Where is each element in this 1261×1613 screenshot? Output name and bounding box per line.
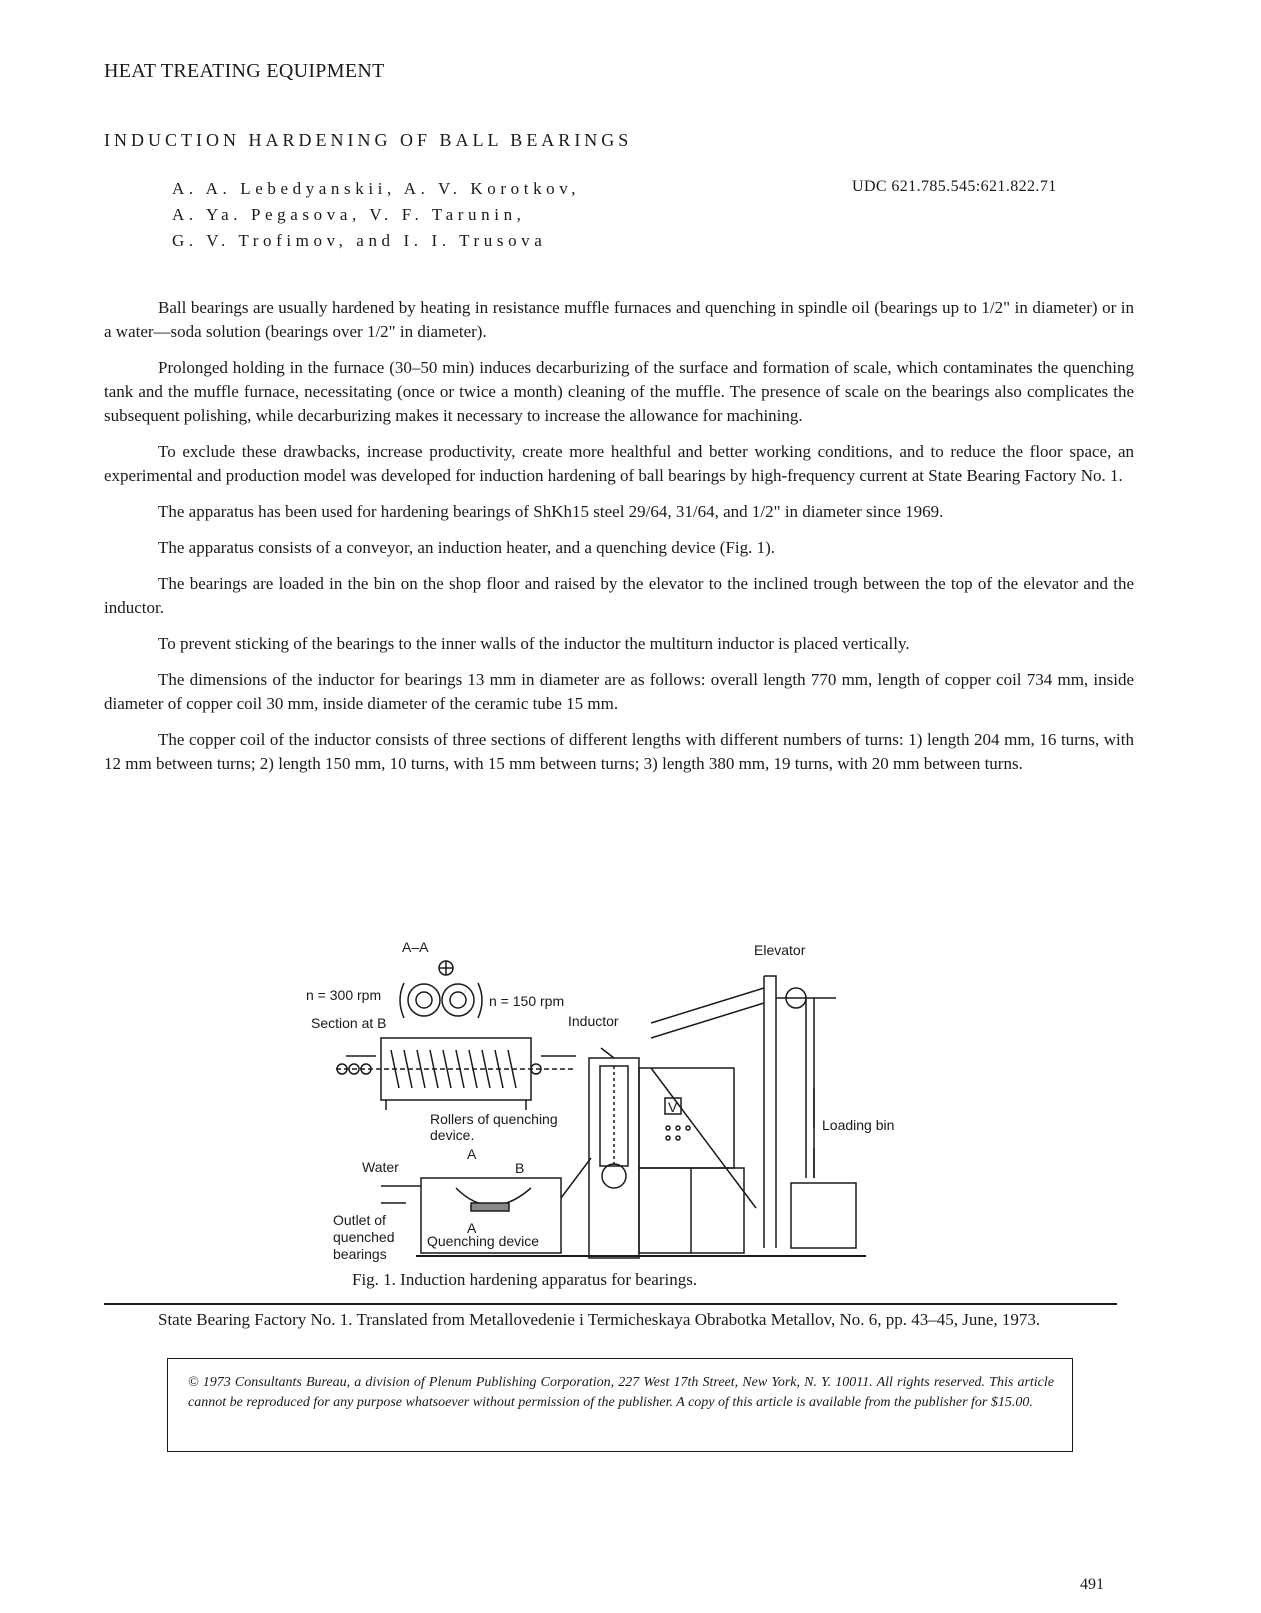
- section-mark: A: [467, 1220, 477, 1236]
- article-body: [104, 296, 1134, 788]
- label-outlet: Outlet of: [333, 1212, 386, 1228]
- copyright-box: [167, 1358, 1073, 1452]
- label-speed-right: n = 150 rpm: [489, 993, 565, 1009]
- label-quenching-device: Quenching device: [427, 1233, 540, 1249]
- paragraph: The bearings are loaded in the bin on the shop floor and raised by the elevator to the inclined trough between the top of the elevator and the inductor.: [104, 574, 1134, 617]
- label-speed-left: n = 300 rpm: [306, 987, 382, 1003]
- author-line: G. V. Trofimov, and I. I. Trusova: [172, 231, 547, 250]
- footnote-text: State Bearing Factory No. 1. Translated from Metallovedenie i Termicheskaya Obrabotka Metallov, No. 6, pp. 43–45, June, 1973.: [158, 1310, 1041, 1329]
- paragraph: To exclude these drawbacks, increase productivity, create more healthful and better working conditions, and to reduce the floor space, an experimental and production model was developed for induction hardening of ball bearings by high-frequency current at State Bearing Factory No. 1.: [104, 442, 1134, 485]
- paragraph: Prolonged holding in the furnace (30–50 min) induces decarburizing of the surface and formation of scale, which contaminates the quenching tank and the muffle furnace, necessitating (once or twice a month) cleaning of the muffle. The presence of scale on the bearings also complicates the subsequent polishing, while decarburizing makes it necessary to increase the allowance for machining.: [104, 358, 1134, 425]
- label-rollers: Rollers of quenching: [430, 1111, 558, 1127]
- copyright-text: © 1973 Consultants Bureau, a division of Plenum Publishing Corporation, 227 West 17th Street, New York, N. Y. 10011. All rights reserved. This article cannot be reproduced for any purpose whatsoever without permission of the publisher. A copy of this article is available from the publisher for $15.00.: [188, 1375, 1054, 1410]
- bearing-balls: [337, 1064, 541, 1074]
- udc-code: UDC 621.785.545:621.822.71: [852, 178, 1057, 195]
- section-mark: A: [467, 1146, 477, 1162]
- label-section-aa: A–A: [402, 939, 429, 955]
- label-elevator: Elevator: [754, 942, 806, 958]
- meter-label: V: [668, 1099, 678, 1115]
- label-inductor: Inductor: [568, 1013, 619, 1029]
- label-water: Water: [362, 1159, 399, 1175]
- paragraph: The apparatus has been used for hardening bearings of ShKh15 steel 29/64, 31/64, and 1/2" in diameter since 1969.: [158, 502, 944, 521]
- figure-apparatus-diagram: [296, 938, 916, 1268]
- paragraph: To prevent sticking of the bearings to the inner walls of the inductor the multiturn inductor is placed vertically.: [158, 634, 910, 653]
- author-line: A. Ya. Pegasova, V. F. Tarunin,: [172, 205, 526, 224]
- label-rollers: device.: [430, 1127, 475, 1143]
- author-list: [172, 176, 580, 254]
- label-section-b: Section at B: [311, 1015, 387, 1031]
- paragraph: Ball bearings are usually hardened by heating in resistance muffle furnaces and quenching in spindle oil (bearings up to 1/2" in diameter) or in a water—soda solution (bearings over 1/2" in diameter).: [104, 298, 1134, 341]
- footnote: [104, 1308, 1114, 1332]
- section-mark: B: [515, 1160, 525, 1176]
- figure-caption: Fig. 1. Induction hardening apparatus for bearings.: [352, 1270, 698, 1289]
- paragraph: The apparatus consists of a conveyor, an induction heater, and a quenching device (Fig. 1).: [158, 538, 776, 557]
- footnote-divider: [104, 1303, 1117, 1305]
- page-number: 491: [1080, 1576, 1104, 1593]
- label-outlet: quenched: [333, 1229, 395, 1245]
- paragraph: The dimensions of the inductor for bearings 13 mm in diameter are as follows: overall length 770 mm, length of copper coil 734 mm, inside diameter of copper coil 30 mm, inside diameter of the ceramic tube 15 mm.: [104, 670, 1134, 713]
- paragraph: The copper coil of the inductor consists of three sections of different lengths with different numbers of turns: 1) length 204 mm, 16 turns, with 12 mm between turns; 2) length 150 mm, 10 turns, with 15 mm between turns; 3) length 380 mm, 19 turns, with 20 mm between turns.: [104, 730, 1134, 773]
- article-title: INDUCTION HARDENING OF BALL BEARINGS: [104, 130, 633, 150]
- loading-bin-box: [791, 1183, 856, 1248]
- section-header: HEAT TREATING EQUIPMENT: [104, 60, 385, 82]
- author-line: A. A. Lebedyanskii, A. V. Korotkov,: [172, 179, 581, 198]
- label-loading-bin: Loading bin: [822, 1117, 895, 1133]
- label-outlet: bearings: [333, 1246, 387, 1262]
